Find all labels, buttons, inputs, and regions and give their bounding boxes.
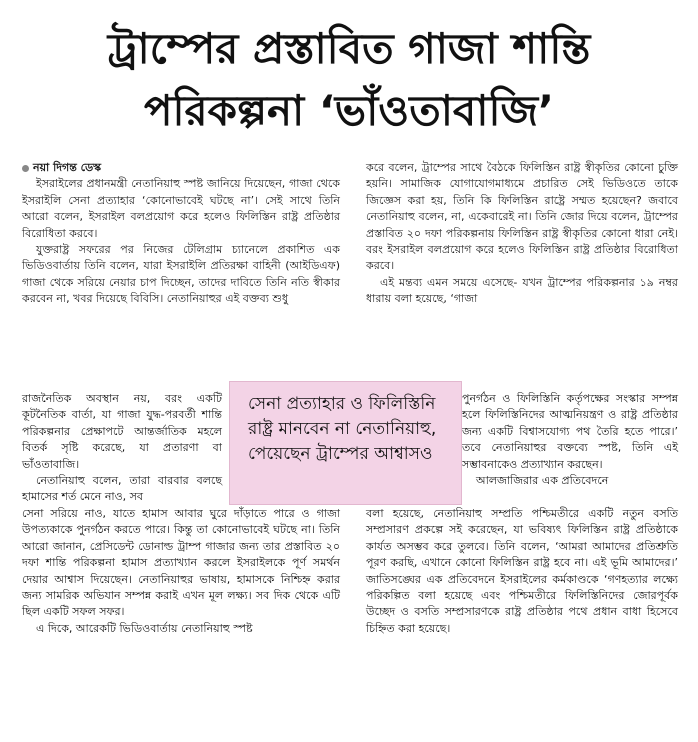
left-column-wrap [22, 391, 222, 506]
right-paragraph-1: করে বলেন, ট্রাম্পের সাথে বৈঠকে ফিলিস্তিন রাষ্ট্র স্বীকৃতির কোনো চুক্তি হয়নি। সামাজিক যোগাযোগমাধ্যমে প্রচারিত সেই ভিডিওতে তাকে জিজ্ঞেস করা হয়, তিনি কি ফিলিস্তিন রাষ্ট্রে সম্মত হয়েছেন? জবাবে নেতানিয়াহু বলেন, না, একেবারেই না। তিনি জোর দিয়ে বলেন, ট্রাম্পের প্রস্তাবিত ২০ দফা পরিকল্পনায় ফিলিস্তিন রাষ্ট্র স্বীকৃতির কোনো ধারা নেই। বরং ইসরাইল বলপ্রয়োগ করে হলেও ফিলিস্তিন রাষ্ট্র প্রতিষ্ঠার বিরোধিতা করবে। [366, 161, 678, 273]
left-paragraph-3-cont: সেনা সরিয়ে নাও, যাতে হামাস আবার ঘুরে দাঁড়াতে পারে ও গাজা উপত্যকাকে পুনর্গঠন করতে পারে। কিন্তু তা কোনোভাবেই ঘটছে না। তিনি আরো জানান, প্রেসিডেন্ট ডোনাল্ড ট্রাম্প গাজার জন্য তার প্রস্তাবিত ২০ দফা শান্তি পরিকল্পনা হামাস প্রত্যাখ্যান করলে ইসরাইলকে পূর্ণ সমর্থন দেয়ার আশ্বাস দিয়েছেন। নেতানিয়াহুর ভাষায়, হামাসকে নিশ্চিহ্ন করার জন্য সামরিক অভিযান সম্পন্ন করাই এখন মূল লক্ষ্য। সব দিক থেকে এটি ছিল একটি সফল সফর। [22, 507, 340, 619]
pull-quote-box [229, 381, 462, 505]
left-paragraph-2-cont: রাজনৈতিক অবস্থান নয়, বরং একটি কূটনৈতিক বার্তা, যা গাজা যুদ্ধ-পরবর্তী শান্তি পরিকল্পনার প্রেক্ষাপটে আন্তর্জাতিক মহলে বিতর্ক সৃষ্টি করেছে, যা প্রতারণা বা ভাঁওতাবাজি। [22, 392, 222, 471]
pull-quote-text: সেনা প্রত্যাহার ও ফিলিস্তিনি রাষ্ট্র মানবেন না নেতানিয়াহু, পেয়েছেন ট্রাম্পের আশ্বাসও [248, 394, 437, 464]
right-paragraph-3-cont: বলা হয়েছে, নেতানিয়াহু সম্প্রতি পশ্চিমতীরে একটি নতুন বসতি সম্প্রসারণ প্রকল্পে সই করেছেন, যা ভবিষ্যৎ ফিলিস্তিন রাষ্ট্র প্রতিষ্ঠাকে কার্যত অসম্ভব করে তুলবে। তিনি বলেন, ‘আমরা আমাদের প্রতিশ্রুতি পূরণ করছি, এখানে কোনো ফিলিস্তিন রাষ্ট্র হবে না। এই ভূমি আমাদের।’ জাতিসঙ্ঘের এক প্রতিবেদনে ইসরাইলের কর্মকাণ্ডকে ‘গণহত্যার লক্ষ্যে পরিকল্পিত বলা হয়েছে এবং পশ্চিমতীরে ফিলিস্তিনিদের জোরপূর্বক উচ্ছেদ ও বসতি সম্প্রসারণকে রাষ্ট্র প্রতিষ্ঠার পথে প্রধান বাধা হিসেবে চিহ্নিত করা হয়েছে। [366, 507, 678, 635]
byline-row [22, 160, 340, 176]
right-paragraph-2: এই মন্তব্য এমন সময়ে এসেছে- যখন ট্রাম্পের পরিকল্পনার ১৯ নম্বর ধারায় বলা হয়েছে, ‘গাজা [366, 275, 678, 306]
left-column-top [22, 160, 340, 308]
left-column-bottom [22, 506, 340, 637]
headline-line-1: ট্রাম্পের প্রস্তাবিত গাজা শান্তি [107, 24, 591, 73]
right-paragraph-2-cont: পুনর্গঠন ও ফিলিস্তিনি কর্তৃপক্ষের সংস্কার সম্পন্ন হলে ফিলিস্তিনিদের আত্মনিয়ন্ত্রণ ও রাষ্ট্র প্রতিষ্ঠার জন্য একটি বিশ্বাসযোগ্য পথ তৈরি হতে পারে।’ তবে নেতানিয়াহুর বক্তব্যে স্পষ্ট, তিনি এই সম্ভাবনাকেও প্রত্যাখ্যান করছেন। [462, 392, 678, 471]
headline-line-2: পরিকল্পনা ‘ভাঁওতাবাজি’ [143, 86, 554, 135]
headline [0, 18, 698, 142]
left-paragraph-1: ইসরাইলের প্রধানমন্ত্রী নেতানিয়াহু স্পষ্ট জানিয়ে দিয়েছেন, গাজা থেকে ইসরাইলি সেনা প্রত্যাহার ‘কোনোভাবেই ঘটছে না’। সেই সাথে তিনি আরো বলেন, ইসরাইল বলপ্রয়োগ করে হলেও ফিলিস্তিন রাষ্ট্র প্রতিষ্ঠার বিরোধিতা করবে। [22, 177, 340, 240]
right-column-wrap [462, 391, 678, 489]
left-paragraph-3: নেতানিয়াহু বলেন, তারা বারবার বলছে হামাসের শর্ত মেনে নাও, সব [22, 474, 222, 504]
left-paragraph-4: এ দিকে, আরেকটি ভিডিওবার্তায় নেতানিয়াহু স্পষ্ট [36, 621, 253, 635]
byline: নয়া দিগন্ত ডেস্ক [33, 161, 102, 174]
right-column-top [366, 160, 678, 308]
right-column-bottom [366, 506, 678, 637]
left-paragraph-2: যুক্তরাষ্ট্র সফরের পর নিজের টেলিগ্রাম চ্যানেলে প্রকাশিত এক ভিডিওবার্তায় তিনি বলেন, যারা ইসরাইলি প্রতিরক্ষা বাহিনী (আইডিএফ) গাজা থেকে সরিয়ে নেয়ার চাপ দিচ্ছেন, তাদের দাবিতে তিনি নতি স্বীকার করবেন না, খবর দিয়েছে বিবিসি। নেতানিয়াহুর এই বক্তব্য শুধু [22, 243, 340, 306]
bullet-icon [22, 165, 29, 172]
right-paragraph-3: আলজাজিরার এক প্রতিবেদনে [476, 474, 609, 488]
